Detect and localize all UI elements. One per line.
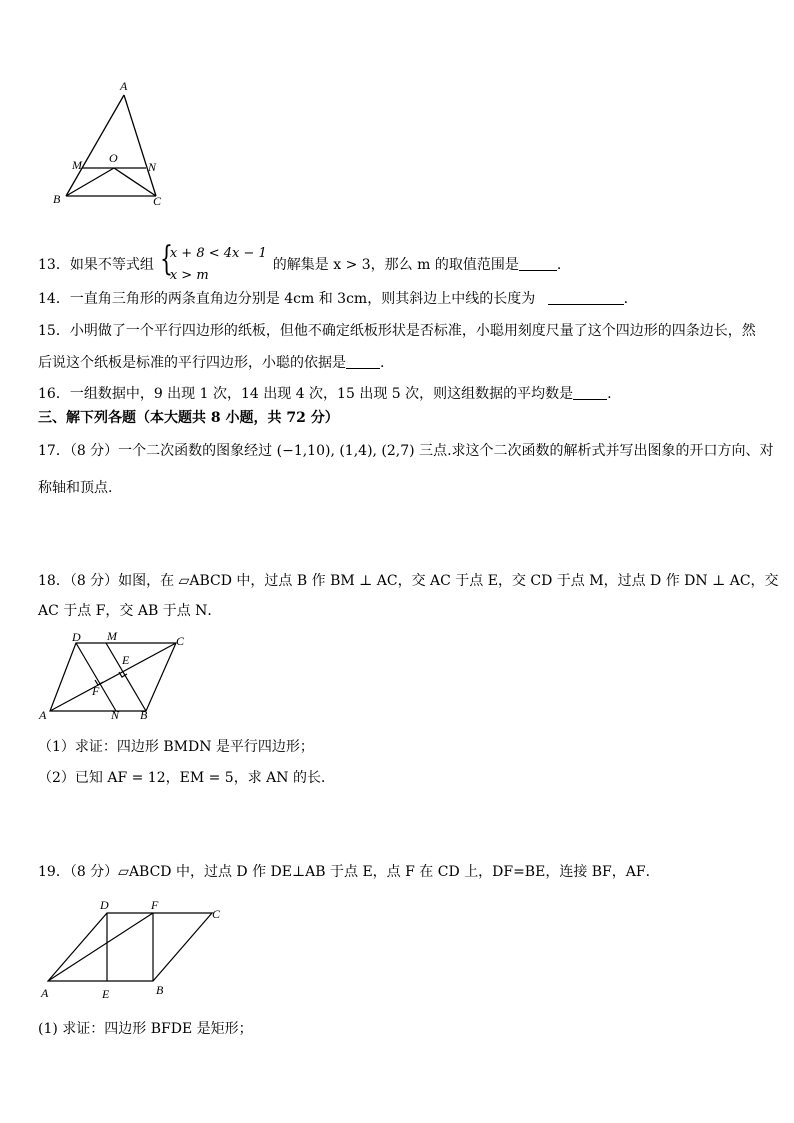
label-C: C [153, 194, 162, 208]
q14-answer-blank[interactable] [548, 290, 624, 305]
label-N: N [148, 160, 157, 174]
question-13 [38, 239, 562, 287]
label-C: C [176, 634, 185, 648]
label-D: D [100, 898, 109, 912]
label-C: C [212, 907, 221, 921]
question-15-line-2 [38, 353, 384, 373]
question-19-line-1: 19．（8 分）▱ABCD 中，过点 D 作 DE⊥AB 于点 E，点 F 在 CD 上，DF=BE，连接 BF，AF． [38, 864, 660, 880]
label-A: A [39, 708, 47, 722]
parallelogram-figure-18 [0, 620, 220, 730]
label-A: A [41, 986, 49, 1000]
label-B: B [53, 192, 61, 206]
q15-end: . [380, 355, 385, 371]
q16-text: 16．一组数据中，9 出现 1 次，14 出现 4 次，15 出现 5 次，则这组数据的平均数是 [38, 386, 574, 402]
label-N: N [111, 708, 120, 722]
label-M: M [72, 158, 82, 172]
label-B: B [140, 708, 148, 722]
q14-text: 14．一直角三角形的两条直角边分别是 4cm 和 3cm，则其斜边上中线的长度为 [38, 291, 536, 307]
q13-before: 13．如果不等式组 [38, 257, 154, 273]
q13-middle: 的解集是 x > 3，那么 m 的取值范围是 [272, 257, 519, 273]
inequality-2: x > m [169, 268, 209, 283]
label-F: F [92, 684, 100, 698]
label-B: B [156, 983, 164, 997]
question-19-part-1: (1) 求证：四边形 BFDE 是矩形； [38, 1021, 253, 1037]
q13-end: . [556, 257, 562, 273]
question-18-line-2: AC 于点 F，交 AB 于点 N． [38, 603, 222, 619]
section-3-title: 三、解下列各题（本大题共 8 小题，共 72 分） [38, 410, 339, 426]
q16-answer-blank[interactable] [573, 385, 607, 400]
parallelogram-figure-19 [0, 895, 240, 1005]
question-14 [38, 289, 628, 309]
label-D: D [72, 630, 81, 644]
label-O: O [109, 151, 118, 165]
question-17-line-1: 17．（8 分）一个二次函数的图象经过 (−1,10), (1,4), (2,7) 三点.求这个二次函数的解析式并写出图象的开口方向、对 [38, 443, 774, 459]
q13-answer-blank[interactable] [519, 256, 557, 271]
inequality-system: { x + 8 < 4x − 1 x > m [160, 243, 267, 287]
label-E: E [122, 653, 130, 667]
q14-end: . [623, 291, 629, 307]
label-F: F [151, 898, 159, 912]
label-A: A [120, 79, 128, 93]
question-15-line-1: 15．小明做了一个平行四边形的纸板，但他不确定纸板形状是否标准，小聪用刻度尺量了这个四边形的四条边长，然 [38, 323, 756, 339]
triangle-figure [0, 0, 200, 220]
question-16 [38, 384, 612, 404]
question-18-line-1: 18．（8 分）如图，在 ▱ABCD 中，过点 B 作 BM ⊥ AC，交 AC 于点 E，交 CD 于点 M，过点 D 作 DN ⊥ AC，交 [38, 573, 779, 589]
inequality-1: x + 8 < 4x − 1 [169, 246, 267, 261]
q15-line2: 后说这个纸板是标准的平行四边形，小聪的依据是 [38, 355, 346, 371]
question-18-part-1: （1）求证：四边形 BMDN 是平行四边形； [38, 739, 314, 755]
question-17-line-2: 称轴和顶点. [38, 480, 113, 496]
q16-end: . [607, 386, 612, 402]
label-M: M [107, 629, 117, 643]
question-18-part-2: （2）已知 AF = 12，EM = 5，求 AN 的长． [38, 770, 335, 786]
label-E: E [102, 987, 110, 1001]
q15-answer-blank[interactable] [346, 354, 380, 369]
